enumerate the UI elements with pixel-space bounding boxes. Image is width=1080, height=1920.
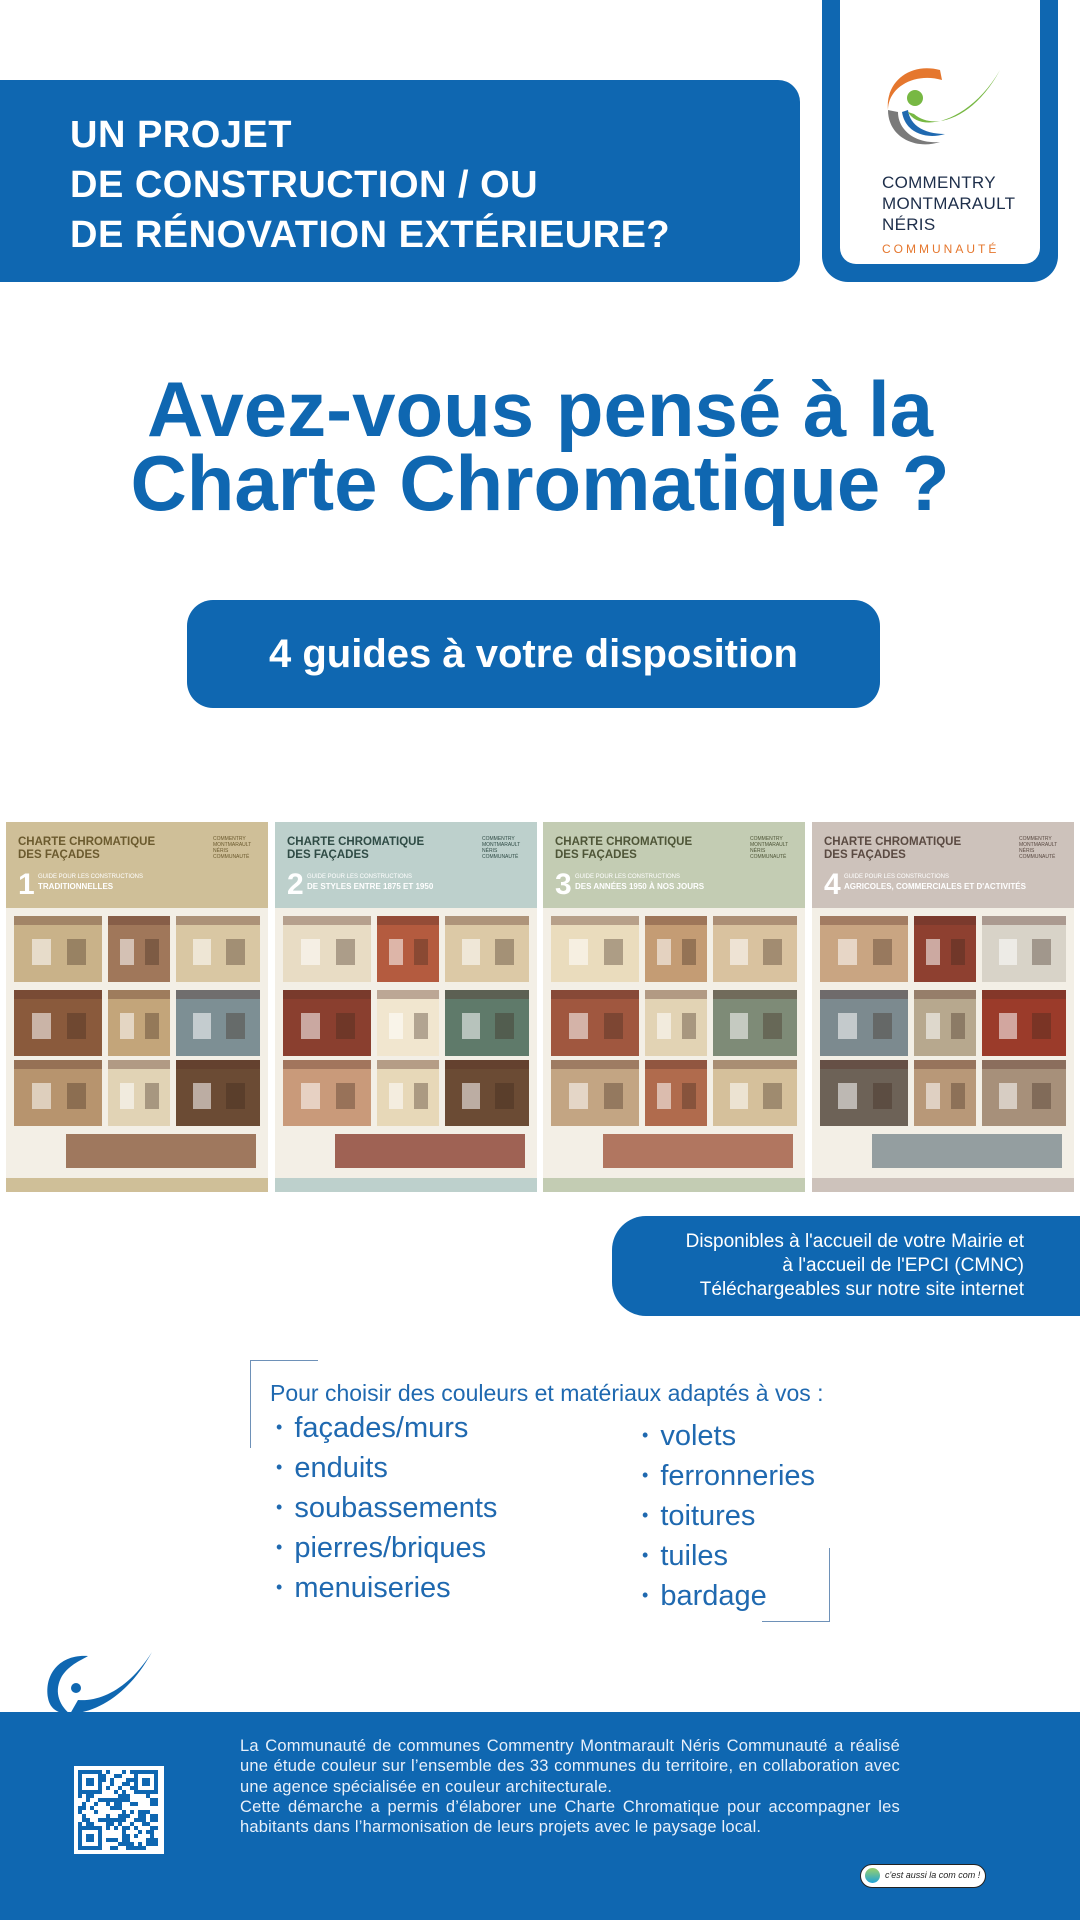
- cover-number: 3: [555, 868, 572, 901]
- cover-footer-band: [275, 1178, 537, 1192]
- street-illustration: [872, 1134, 1062, 1168]
- facade-illustration: [914, 990, 976, 1056]
- facade-illustration: [820, 990, 908, 1056]
- cover-illustrations: [812, 912, 1074, 1179]
- cover-footer-band: [6, 1178, 268, 1192]
- header-line: UN PROJET: [70, 114, 292, 156]
- cover-title: CHARTE CHROMATIQUE: [287, 836, 425, 848]
- cmnc-logo: [822, 0, 1058, 282]
- facade-illustration: [176, 990, 260, 1056]
- cover-logo-text: COMMENTRY MONTMARAULT NÉRIS COMMUNAUTÉ: [1019, 836, 1058, 860]
- qr-code[interactable]: [74, 1766, 164, 1854]
- cover-kind: TRADITIONNELLES: [38, 882, 114, 891]
- materials-list-left: [276, 1408, 497, 1608]
- availability-box: [612, 1216, 1080, 1316]
- street-illustration: [66, 1134, 256, 1168]
- list-item: • enduits: [276, 1448, 497, 1488]
- facade-illustration: [713, 1060, 797, 1126]
- facade-illustration: [982, 1060, 1066, 1126]
- facade-illustration: [645, 916, 707, 982]
- cover-illustrations: [275, 912, 537, 1179]
- cover-title: DES FAÇADES: [287, 849, 369, 861]
- title-line: Charte Chromatique ?: [130, 439, 950, 527]
- facade-illustration: [377, 916, 439, 982]
- cover-footer-band: [812, 1178, 1074, 1192]
- info-line: à l'accueil de l'EPCI (CMNC): [782, 1255, 1024, 1276]
- cover-guide: GUIDE POUR LES CONSTRUCTIONS: [38, 874, 144, 880]
- brand-swoosh-icon: [40, 1652, 155, 1714]
- materials-list-right: [642, 1416, 815, 1616]
- cover-title: DES FAÇADES: [824, 849, 906, 861]
- footer-text: [240, 1736, 900, 1837]
- cover-footer-band: [543, 1178, 805, 1192]
- list-item: • ferronneries: [642, 1456, 815, 1496]
- cover-title: DES FAÇADES: [18, 849, 100, 861]
- logo-swoosh-icon: [880, 62, 1010, 152]
- cover-title: CHARTE CHROMATIQUE: [824, 836, 962, 848]
- qr-code-icon: [78, 1770, 160, 1850]
- list-item: • toitures: [642, 1496, 815, 1536]
- cover-kind: AGRICOLES, COMMERCIALES ET D'ACTIVITÉS: [844, 882, 1026, 891]
- logo-text: [882, 172, 1015, 260]
- facade-illustration: [108, 916, 170, 982]
- facade-illustration: [445, 990, 529, 1056]
- logo-sub: COMMUNAUTÉ: [882, 242, 1000, 256]
- cover-kind: DE STYLES ENTRE 1875 ET 1950: [307, 882, 434, 891]
- cover-guide: GUIDE POUR LES CONSTRUCTIONS: [575, 874, 681, 880]
- badge-text: c'est aussi la com com !: [885, 1870, 981, 1880]
- footer-paragraph: La Communauté de communes Commentry Montmarault Néris Communauté a réalisé une étude couleur sur l’ensemble des 33 communes du territoire, en collaboration avec une agence spécialisée en couleur architecturale.: [240, 1737, 900, 1796]
- facade-illustration: [914, 1060, 976, 1126]
- header-line: DE RÉNOVATION EXTÉRIEURE?: [70, 214, 671, 256]
- list-item: • façades/murs: [276, 1408, 497, 1448]
- guide-cover-3[interactable]: [543, 822, 805, 1192]
- guide-cover-1[interactable]: [6, 822, 268, 1192]
- cover-title: CHARTE CHROMATIQUE: [18, 836, 156, 848]
- page-title: [0, 365, 1080, 527]
- facade-illustration: [445, 916, 529, 982]
- cover-kind: DES ANNÉES 1950 À NOS JOURS: [575, 882, 705, 891]
- street-illustration: [335, 1134, 525, 1168]
- guide-cover-2[interactable]: [275, 822, 537, 1192]
- cover-title: CHARTE CHROMATIQUE: [555, 836, 693, 848]
- cover-guide: GUIDE POUR LES CONSTRUCTIONS: [844, 874, 950, 880]
- cover-header: [812, 822, 1074, 908]
- facade-illustration: [982, 916, 1066, 982]
- facade-illustration: [283, 916, 371, 982]
- guide-cover-4[interactable]: [812, 822, 1074, 1192]
- cover-logo-text: COMMENTRY MONTMARAULT NÉRIS COMMUNAUTÉ: [213, 836, 252, 860]
- list-item: • bardage: [642, 1576, 815, 1616]
- cover-logo-text: COMMENTRY MONTMARAULT NÉRIS COMMUNAUTÉ: [482, 836, 521, 860]
- facade-illustration: [551, 990, 639, 1056]
- facade-illustration: [283, 1060, 371, 1126]
- facade-illustration: [176, 1060, 260, 1126]
- facade-illustration: [176, 916, 260, 982]
- guides-button[interactable]: 4 guides à votre disposition: [187, 600, 880, 708]
- facade-illustration: [108, 990, 170, 1056]
- facade-illustration: [713, 990, 797, 1056]
- cover-header: [543, 822, 805, 908]
- facade-illustration: [551, 916, 639, 982]
- logo-line: NÉRIS: [882, 215, 936, 234]
- info-line: Disponibles à l'accueil de votre Mairie et: [685, 1231, 1024, 1252]
- street-illustration: [603, 1134, 793, 1168]
- list-item: • pierres/briques: [276, 1528, 497, 1568]
- facade-illustration: [551, 1060, 639, 1126]
- cover-number: 4: [824, 868, 841, 901]
- facade-illustration: [982, 990, 1066, 1056]
- logo-line: COMMENTRY: [882, 173, 996, 192]
- facade-illustration: [283, 990, 371, 1056]
- title-line: Avez-vous pensé à la: [146, 365, 934, 453]
- footer-paragraph: Cette démarche a permis d’élaborer une Charte Chromatique pour accompagner les habitants dans l’harmonisation de leurs projets avec le paysage local.: [240, 1797, 900, 1837]
- list-item: • volets: [642, 1416, 815, 1456]
- info-line: Téléchargeables sur notre site internet: [699, 1279, 1024, 1300]
- facade-illustration: [713, 916, 797, 982]
- facade-illustration: [14, 1060, 102, 1126]
- facade-illustration: [377, 990, 439, 1056]
- com-com-badge: [860, 1864, 986, 1888]
- badge-logo-icon: [865, 1868, 880, 1883]
- cover-illustrations: [543, 912, 805, 1179]
- logo-line: MONTMARAULT: [882, 194, 1016, 213]
- cover-guide: GUIDE POUR LES CONSTRUCTIONS: [307, 874, 413, 880]
- facade-illustration: [445, 1060, 529, 1126]
- facade-illustration: [645, 990, 707, 1056]
- facade-illustration: [820, 916, 908, 982]
- cover-logo-text: COMMENTRY MONTMARAULT NÉRIS COMMUNAUTÉ: [750, 836, 789, 860]
- cover-number: 2: [287, 868, 304, 901]
- list-item: • soubassements: [276, 1488, 497, 1528]
- header-banner: [0, 80, 800, 282]
- facade-illustration: [377, 1060, 439, 1126]
- list-intro: Pour choisir des couleurs et matériaux adaptés à vos :: [270, 1380, 824, 1406]
- list-item: • menuiseries: [276, 1568, 497, 1608]
- cover-header: [6, 822, 268, 908]
- header-line: DE CONSTRUCTION / OU: [70, 164, 539, 206]
- facade-illustration: [645, 1060, 707, 1126]
- facade-illustration: [14, 916, 102, 982]
- cover-title: DES FAÇADES: [555, 849, 637, 861]
- facade-illustration: [914, 916, 976, 982]
- cover-number: 1: [18, 868, 35, 901]
- cover-header: [275, 822, 537, 908]
- cover-illustrations: [6, 912, 268, 1179]
- facade-illustration: [820, 1060, 908, 1126]
- list-item: • tuiles: [642, 1536, 815, 1576]
- facade-illustration: [108, 1060, 170, 1126]
- facade-illustration: [14, 990, 102, 1056]
